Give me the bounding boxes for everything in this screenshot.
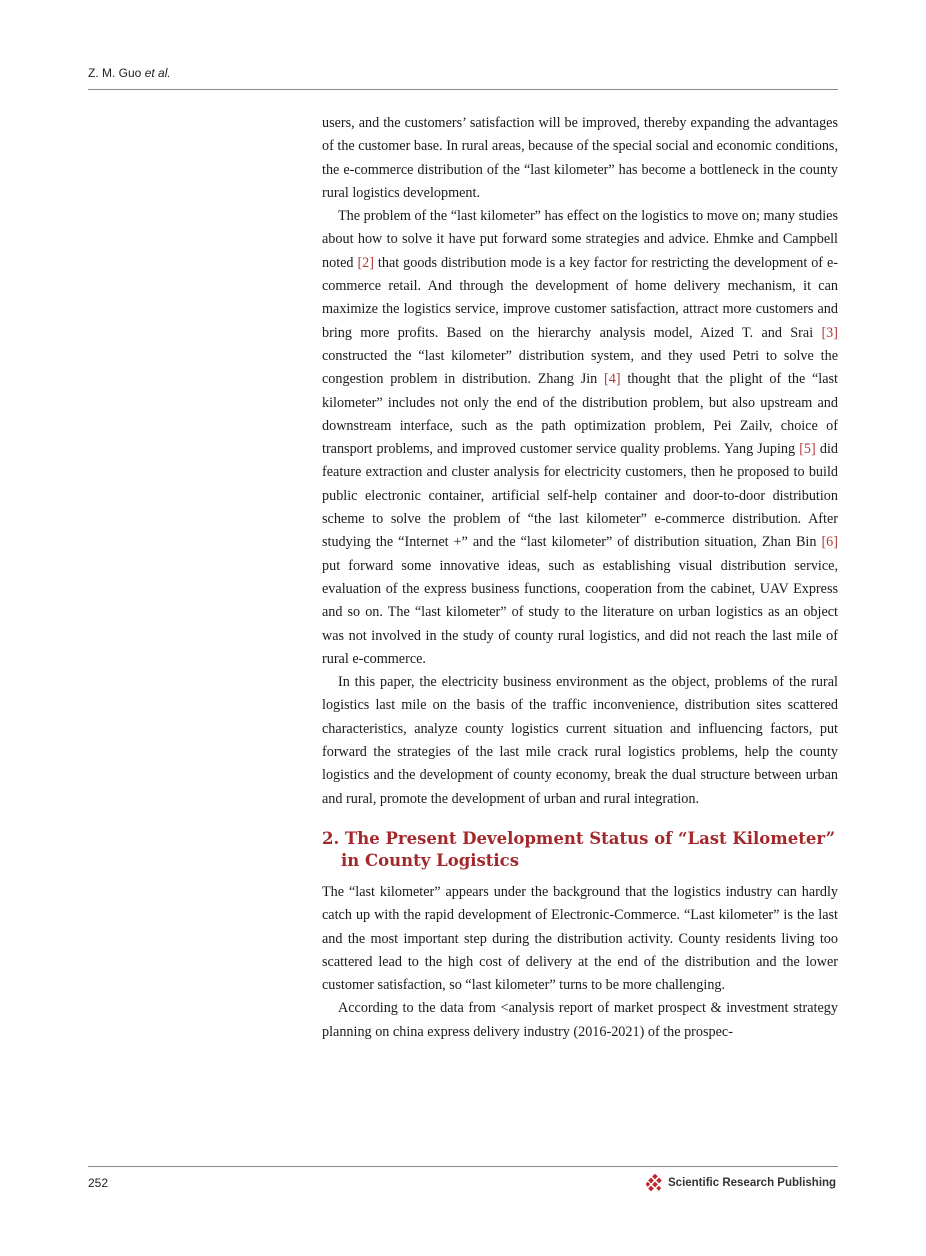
footer-rule bbox=[88, 1166, 838, 1167]
author-name: Z. M. Guo bbox=[88, 66, 142, 80]
paragraph-2 bbox=[322, 205, 838, 671]
page-number: 252 bbox=[88, 1176, 109, 1190]
publisher-name: Scientific Research Publishing bbox=[668, 1177, 837, 1189]
paragraph-2-text-e: did feature extraction and cluster analysis for electricity customers, then he proposed to build public electronic container, artificial self-help container and door-to-door distribution scheme to solve the problem of “the last kilometer” e-commerce distribution. After studying the “Internet +” and the “last kilometer” of distribution situation, Zhan Bin bbox=[322, 441, 838, 551]
body-column bbox=[322, 112, 838, 1044]
paragraph-2-text-b: that goods distribution mode is a key factor for restricting the development of e-commerce retail. And through the development of home delivery mechanism, it can maximize the logistics service, improve customer satisfaction, attract more customers and bring more profits. Based on the hierarchy analysis model, Aized T. and Srai bbox=[322, 254, 838, 341]
citation-link-6[interactable]: [6] bbox=[821, 534, 838, 551]
paragraph-2-text-d: thought that the plight of the “last kilometer” includes not only the end of the distribution problem, but also upstream and downstream interface, such as the path optimization problem, Pei Zailv, choice of transport problems, and improved customer service quality problems. Yang Juping bbox=[322, 371, 839, 458]
paragraph-2-text-f: put forward some innovative ideas, such as establishing visual distribution service, evaluation of the express business functions, cooperation from the cabinet, UAV Express and so on. The “last kilometer” of study to the literature on urban logistics as an object was not involved in the study of county rural logistics, and did not reach the last mile of rural e-commerce. bbox=[322, 557, 838, 667]
scirp-logo-icon bbox=[646, 1174, 664, 1192]
paragraph-2-text-a: The problem of the “last kilometer” has effect on the logistics to move on; many studies about how to solve it have put forward some strategies and advice. Ehmke and Campbell noted bbox=[322, 208, 838, 271]
paragraph-1: users, and the customers’ satisfaction will be improved, thereby expanding the advantages of the customer base. In rural areas, because of the special social and economic conditions, the e-commerce distribution of the “last kilometer” has become a bottleneck in the county rural logistics development. bbox=[322, 115, 838, 201]
citation-link-4[interactable]: [4] bbox=[604, 371, 621, 388]
citation-link-5[interactable]: [5] bbox=[799, 441, 816, 458]
citation-link-2[interactable]: [2] bbox=[357, 254, 374, 271]
et-al: et al. bbox=[144, 66, 171, 80]
paragraph-4: The “last kilometer” appears under the background that the logistics industry can hardly catch up with the rapid development of Electronic-Commerce. “Last kilometer” is the last and the most important step during the distribution activity. County residents living too scattered lead to the high cost of delivery at the end of the distribution and the lower customer satisfaction, so “last kilometer” turns to be more challenging. bbox=[322, 883, 838, 994]
section-heading: 2. The Present Development Status of “Last Kilometer” in County Logistics bbox=[322, 828, 836, 870]
publisher-logo bbox=[646, 1174, 836, 1192]
paragraph-5: According to the data from <analysis report of market prospect & investment strategy planning on china express delivery industry (2016-2021) of the prospec- bbox=[322, 1000, 838, 1040]
paragraph-3: In this paper, the electricity business environment as the object, problems of the rural logistics last mile on the basis of the traffic inconvenience, distribution sites scattered characteristics, analyze county logistics current situation and influencing factors, put forward the strategies of the last mile crack rural logistics problems, help the county logistics and the development of county economy, break the dual structure between urban and rural, promote the development of urban and rural integration. bbox=[322, 674, 838, 807]
running-head bbox=[88, 66, 171, 80]
paragraph-2-text-c: constructed the “last kilometer” distribution system, and they used Petri to solve the congestion problem in distribution. Zhang Jin bbox=[322, 347, 838, 388]
header-rule bbox=[88, 89, 838, 90]
citation-link-3[interactable]: [3] bbox=[821, 324, 838, 341]
